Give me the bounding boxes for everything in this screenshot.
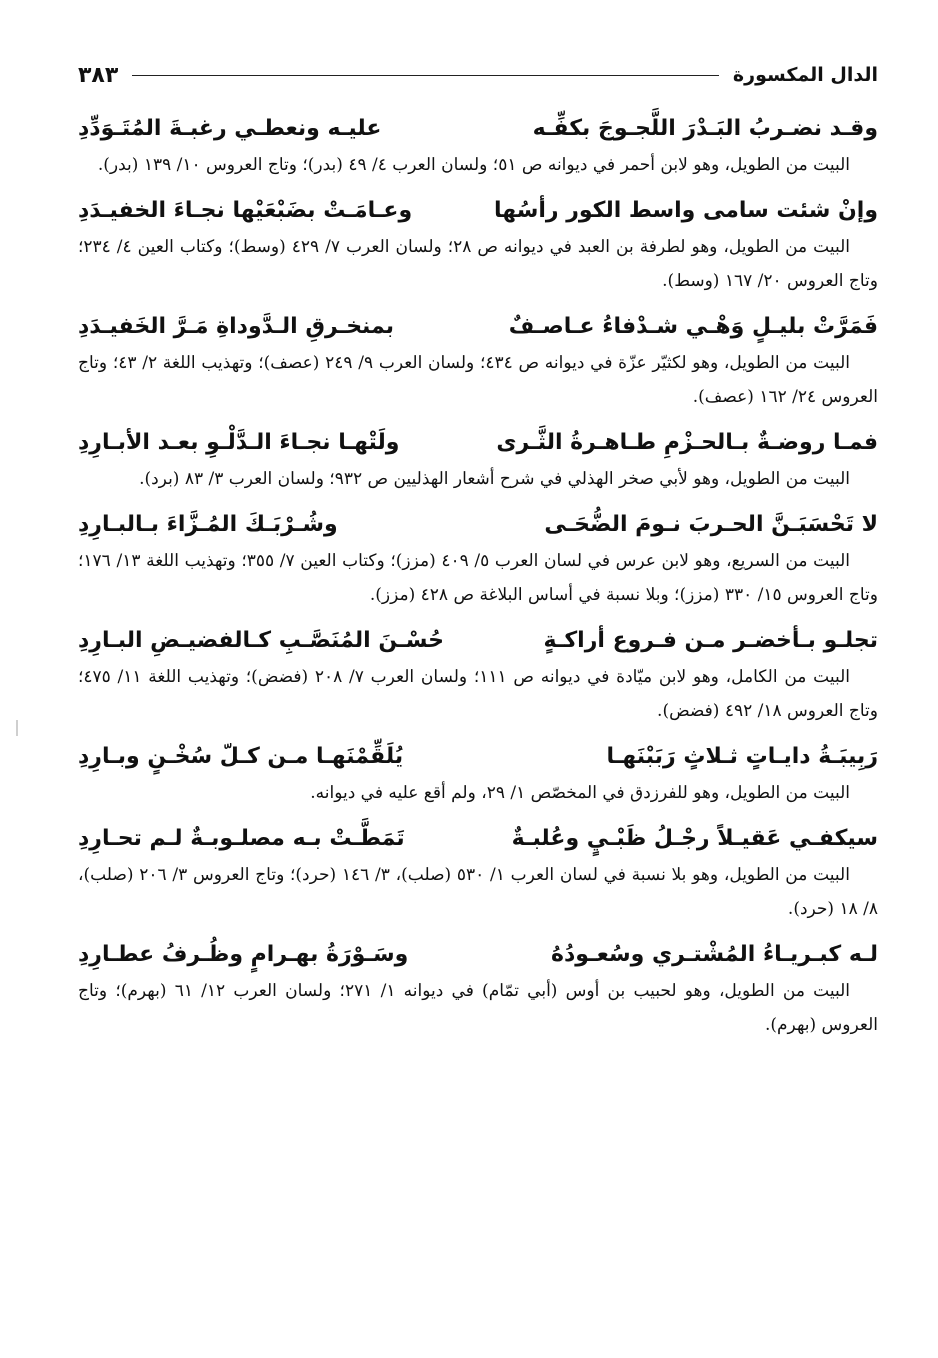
verse-second-hemistich: تَمَطَّـتْ بـه مصلـوبـةٌ لـم تحـارِدِ (78, 826, 405, 851)
verse-second-hemistich: وعـامَـتْ بضَبْعَيْها نجـاءَ الخفيـدَدِ (78, 198, 413, 223)
verse-first-hemistich: سيكفـي عَقيـلاً رجْـلُ ظَبْـيٍ وعُلبـةٌ (511, 826, 878, 851)
verse-second-hemistich: حُسْـنَ المُنَصَّـبِ كـالفضيـضِ البـارِدِ (78, 628, 444, 653)
verse-line (78, 936, 878, 974)
verse-first-hemistich: تجلـو بـأخضـر مـن فـروع أراكـةٍ (543, 628, 878, 653)
verse-line (78, 820, 878, 858)
poem-entry (78, 622, 878, 728)
poem-entry (78, 110, 878, 182)
verse-line (78, 192, 878, 230)
verse-second-hemistich: عليـه ونعطـي رغبـةَ المُتَـوَدِّدِ (78, 116, 382, 141)
verse-second-hemistich: يُلَقِّمْنَهـا مـن كـلّ سُخْـنٍ وبـارِدِ (78, 744, 404, 769)
citation-note: البيت من الطويل، وهو لابن أحمر في ديوانه ص ٥١؛ ولسان العرب ٤/ ٤٩ (بدر)؛ وتاج العروس ١٠/ ١٣٩ (بدر). (97, 155, 850, 175)
verse-line (78, 738, 878, 776)
poem-entry (78, 936, 878, 1042)
verse-second-hemistich: ولَتْهـا نجـاءَ الـدَّلْـوِ بعـد الأبـارِدِ (78, 430, 400, 455)
verse-second-hemistich: وسَـوْرَةُ بهـرامٍ وظُـرفُ عطـارِدِ (78, 942, 409, 967)
verse-line (78, 424, 878, 462)
verse-line (78, 622, 878, 660)
citation-note: البيت من الطويل، وهو لكثيّر عزّة في ديوانه ص ٤٣٤؛ ولسان العرب ٩/ ٢٤٩ (عصف)؛ وتهذيب اللغة ٢/ ٤٣؛ وتاج العروس ٢٤/ ١٦٢ (عصف). (78, 353, 878, 407)
verse-first-hemistich: فمـا روضـةٌ بـالحـزْمِ طـاهـرةُ الثَّـرى (496, 430, 878, 455)
page-header (78, 50, 878, 100)
header-rule (132, 75, 719, 76)
verse-first-hemistich: لـه كبـريـاءُ المُشْتـري وسُعـودُهُ (551, 942, 878, 967)
poem-entry (78, 738, 878, 810)
verse-line (78, 506, 878, 544)
citation-note: البيت من الطويل، وهو للفرزدق في المخصّص ١/ ٢٩، ولم أقع عليه في ديوانه. (310, 783, 850, 803)
citation-note: البيت من الكامل، وهو لابن ميّادة في ديوانه ص ١١١؛ ولسان العرب ٧/ ٢٠٨ (فضض)؛ وتهذيب اللغة ١١/ ٤٧٥؛ وتاج العروس ١٨/ ٤٩٢ (فضض). (78, 667, 878, 721)
verse-first-hemistich: وإنْ شئت سامى واسط الكور رأسُها (493, 198, 878, 223)
verse-line (78, 308, 878, 346)
running-title: الدال المكسورة (732, 64, 878, 86)
poem-entry (78, 424, 878, 496)
verse-first-hemistich: فَمَرَّتْ بليـلٍ وَهْـي شـدْفاءُ عـاصـفٌ (508, 314, 878, 339)
verse-first-hemistich: وقـد نضـربُ البَـدْرَ اللَّجـوجَ بكفِّـه (532, 116, 878, 141)
binding-edge-mark (16, 720, 18, 736)
verse-second-hemistich: بمنخـرقِ الـدَّوداةِ مَـرَّ الخَفيـدَدِ (78, 314, 395, 339)
book-page (78, 50, 878, 1340)
poem-entry (78, 192, 878, 298)
poem-entry (78, 308, 878, 414)
citation-note: البيت من الطويل، وهو لأبي صخر الهذلي في شرح أشعار الهذليين ص ٩٣٢؛ ولسان العرب ٣/ ٨٣ (برد). (139, 469, 850, 489)
citation-note: البيت من الطويل، وهو لطرفة بن العبد في ديوانه ص ٢٨؛ ولسان العرب ٧/ ٤٢٩ (وسط)؛ وكتاب العين ٤/ ٢٣٤؛ وتاج العروس ٢٠/ ١٦٧ (وسط). (78, 237, 878, 291)
verse-first-hemistich: لا تَحْسَبَـنَّ الحـربَ نـومَ الضُّحَـى (544, 512, 878, 537)
poem-entry (78, 506, 878, 612)
citation-note: البيت من الطويل، وهو بلا نسبة في لسان العرب ١/ ٥٣٠ (صلب)، ٣/ ١٤٦ (حرد)؛ وتاج العروس ٣/ ٢٠٦ (صلب)، ٨/ ١٨ (حرد). (78, 865, 878, 919)
citation-note: البيت من السريع، وهو لابن عرس في لسان العرب ٥/ ٤٠٩ (مزز)؛ وكتاب العين ٧/ ٣٥٥؛ وتهذيب اللغة ١٣/ ١٧٦؛ وتاج العروس ١٥/ ٣٣٠ (مزز)؛ وبلا نسبة في أساس البلاغة ص ٤٢٨ (مزز). (78, 551, 878, 605)
verse-first-hemistich: رَبِيبَـةُ دايـاتٍ ثـلاثٍ رَبَبْنَهـا (606, 744, 878, 769)
verse-line (78, 110, 878, 148)
verse-second-hemistich: وشُـرْبَـكَ المُـزَّاءَ بـالبـارِدِ (78, 512, 338, 537)
citation-note: البيت من الطويل، وهو لحبيب بن أوس (أبي تمّام) في ديوانه ١/ ٢٧١؛ ولسان العرب ١٢/ ٦١ (بهرم)؛ وتاج العروس (بهرم). (78, 981, 878, 1035)
poem-entry (78, 820, 878, 926)
page-number: ٣٨٣ (78, 62, 119, 88)
